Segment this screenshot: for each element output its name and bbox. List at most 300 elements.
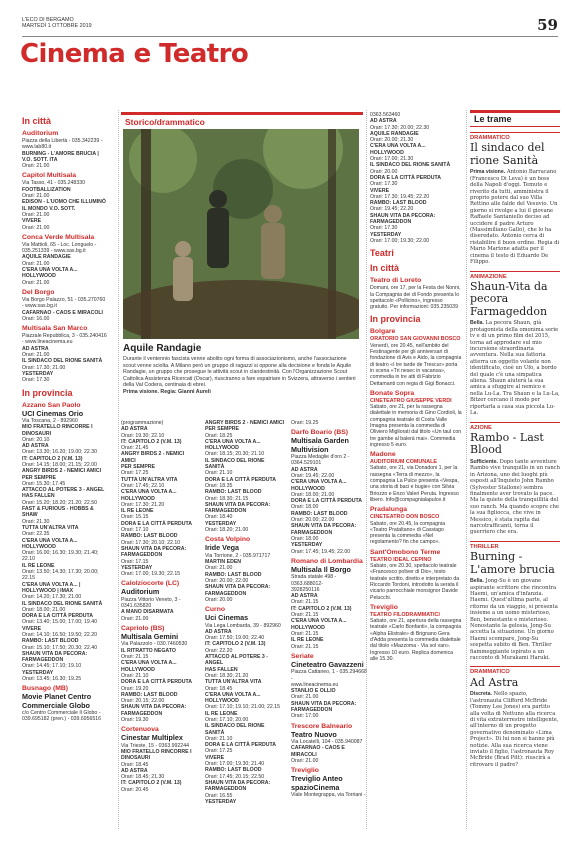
film-title: MIO FRATELLO RINCORRE I [22, 424, 93, 431]
showtimes: Orari: 14.10; 16.50; 19.50; 22.20 [22, 632, 97, 638]
plot-text: Bella. La pecora Shaun, già protagonista della omonima serie tv e di un primo film del 2015, torna ad approdare sul mio incursione straordinaria avventura. Nella sua fattoria atterra un oggetto volante non identificato, cioè un Ufo, a bordo del quale c'è una simpatica aliena. Shaun aiuterà la sua amica a sfuggire al nemico e nella Lu-La. Tra Shaun e la Lu-La, Bitzer cercano il modo per riportarla a casa sua piccola Lu-La. [470, 320, 560, 417]
film-title: TUTTA UN'ALTRA VITA [121, 476, 178, 483]
film-title: MARTIN EDEN [205, 559, 242, 566]
film-title: DORA E LA CITTÀ PERDUTA [291, 498, 362, 505]
film-title: DORA E LA CITTÀ PERDUTA [22, 613, 93, 620]
venue-address: Piazza Medaglie d'oro 2 - [291, 454, 350, 461]
showtimes: Orari: 13.50; 14.30; 17.30; 20.00; [22, 569, 99, 576]
showtimes: Orari: 17.30 [370, 181, 398, 188]
film-title: RAMBO: LAST BLOOD [291, 510, 348, 517]
column-cinema-city [22, 112, 116, 837]
venue-address: Via Trieste, 15 - 0363.992244 [121, 742, 189, 749]
showtimes: Orari: 20.10 [22, 436, 50, 443]
showtimes: Orari: 17.30; 21.00 [22, 364, 66, 371]
venue-address: 22.10 [22, 556, 35, 563]
film-title: HOLLYWOOD [22, 273, 56, 280]
plot-film-title: Il sindaco del rione Sanità [470, 141, 545, 167]
showtimes: Orari: 17.45; 22.10 [121, 482, 165, 489]
venue-name: Multisala Il Borgo [291, 564, 351, 574]
page-header [22, 17, 92, 30]
showtimes: Orari: 21.30 [22, 518, 50, 525]
town-name: Treviglio [291, 767, 319, 775]
venue-address: 039.695182 (pren.) - 039.6956516 [22, 716, 102, 723]
film-title: RAMBO: LAST BLOOD [205, 571, 262, 578]
venue-name: Multisala Garden Multivision [291, 436, 349, 454]
film-title: AD ASTRA [22, 443, 49, 450]
town-name: Azzano San Paolo [22, 401, 81, 409]
area-heading: In provincia [370, 314, 421, 325]
film-title: C'ERA UNA VOLTA A... [205, 691, 261, 698]
featured-film-title: Aquile Randagie [123, 343, 202, 354]
theatre-venue: CINETEATRO GIUSEPPE VERDI [370, 397, 452, 404]
film-title: ATTACCO AL POTERE 3 - ANGEL [22, 487, 105, 494]
plot-genre: ANIMAZIONE [470, 271, 560, 280]
film-title: YESTERDAY [205, 798, 237, 805]
film-title: IT: CAPITOLO 2 (V.M. 13) [121, 438, 182, 445]
film-title: ANGRY BIRDS 2 - NEMICI AMICI [205, 420, 285, 426]
film-title: RAMBO: LAST BLOOD [121, 533, 178, 540]
showtimes: Orari: 16.00 [22, 315, 50, 322]
town-name: Sant'Omobono Terme [370, 548, 441, 556]
venue-address: 22.15 [22, 575, 35, 582]
film-title: AD ASTRA [22, 345, 49, 352]
film-title: HOLLYWOOD [121, 495, 155, 502]
film-title: YESTERDAY [291, 542, 323, 549]
section-city-heading: In città [22, 116, 52, 126]
section-province-heading: In provincia [22, 387, 73, 398]
film-title: DORA E LA CITTÀ PERDUTA [121, 679, 192, 686]
plot-genre: DRAMMATICO [470, 132, 560, 141]
film-title: FARMAGEDDON [22, 657, 64, 664]
film-title: HOLLYWOOD [370, 149, 404, 156]
showtimes: Orari: 17.10; 19.10; 21.00; 22.15 [205, 704, 280, 711]
event-description: Sabato, ore 21, via Donadoni 1, per la rassegna «Terra di mezzo», la compagnia La Pulce presenta «Vespa, una storia di baci e bugie» con Silvia Briozzo e Enzo Valeri Peruta. Ingresso libero. Info@compagnialapulce.it [370, 465, 459, 503]
film-title: EDISON - L'UOMO CHE ILLUMINÒ [22, 199, 106, 206]
film-title: RAMBO: LAST BLOOD [370, 200, 427, 207]
venue-address: Via Torrione, 2 - 035.971717 [205, 552, 271, 559]
film-title: SHAW [22, 512, 38, 519]
showtimes: Orari: 20.00 [370, 168, 398, 175]
venue-address: Via Toscana, 2 - 892960 [22, 417, 78, 424]
showtimes: Orari: 17.30 [22, 377, 50, 384]
film-title: IT: CAPITOLO 2 (V.M. 13) [291, 605, 352, 612]
film-title: AD ASTRA [291, 593, 318, 600]
film-title: AD ASTRA [121, 426, 148, 433]
film-title: IL RE LEONE [291, 637, 324, 644]
venue-name: Multisala San Marco [22, 325, 88, 333]
showtimes: Orari: 17.30; 20.00; 22.30 [370, 124, 430, 131]
film-title: C'ERA UNA VOLTA A... [205, 438, 261, 445]
featured-genre: Storico/drammatico [125, 117, 205, 127]
venue-address: - www.sas.bg.it [22, 303, 57, 310]
showtimes: Orari: 17.45; 20.15; 22.50 [205, 773, 265, 780]
film-title: DORA E LA CITTÀ PERDUTA [121, 520, 192, 527]
header-rule [22, 36, 558, 37]
town-name: Calolziocorte (LC) [121, 580, 180, 588]
venue-address: c/o Centro Commerciale Il Globo - [22, 710, 101, 717]
area-heading: In città [370, 263, 400, 274]
column-divider [118, 110, 119, 829]
film-title: HAS FALLEN [205, 666, 238, 673]
venue-address: Via Lega Lombarda, 39 - 892960 [205, 622, 281, 629]
plot-text: Prima visione. Antonio Barracano (Francesco Di Leva) è un boss della Napoli d'oggi. Temuto e riverito da tutti, amministra il proprio potere dal suo Villa Rettino alle falde del Vesuvio. Un giorno si rivolge a lui il giovane Raffaele Santaniello deciso ad uccidere il padre Arturo (Massimiliano Gallo), che lo ha diseredato. Antonio cerca di ristabilire il buon ordine. Regia di Mario Martone adatta per il cinema il testo di Eduardo De Filippo. [470, 169, 560, 266]
venue-name: UCI Cinemas Orio [22, 408, 84, 418]
page-number: 59 [537, 16, 558, 34]
venue-address: Piazza Cattaneo, 1 - 035.294668 - [291, 669, 367, 682]
film-title: SHAUN VITA DA PECORA: [291, 523, 357, 530]
film-title: DORA E LA CITTÀ PERDUTA [370, 174, 441, 181]
plot-rating: Sufficiente. [470, 458, 498, 465]
film-title: C'ERA UNA VOLTA A... [370, 143, 426, 150]
film-title: DORA E LA CITTÀ PERDUTA [205, 742, 276, 749]
showtimes: Orari: 17.00; 21.30 [370, 156, 414, 163]
venue-name: Conca Verde Multisala [22, 233, 95, 241]
film-title: IT: CAPITOLO 2 (V.M. 13) [22, 455, 83, 462]
featured-film-box [121, 112, 363, 412]
showtimes: Orari: 21.15 [121, 654, 149, 661]
film-title: SHAUN VITA DA PECORA: [291, 700, 357, 707]
showtimes: Orari: 21.00 [22, 352, 50, 359]
film-title: C'ERA UNA VOLTA A... [22, 267, 78, 274]
film-title: CAFARNAO - CAOS E MIRACOLI [22, 309, 103, 316]
venue-address: Piazza Vittorio Veneto, 3 - [121, 596, 181, 603]
featured-film-description [123, 356, 359, 396]
town-name: Darfo Boario (BS) [291, 429, 349, 437]
showtimes: Orari: 17.30 [370, 225, 398, 232]
venue-address: - www.lineacinema.eu [22, 339, 73, 346]
film-title: IT: CAPITOLO 2 (V.M. 13) [121, 780, 182, 787]
showtimes: Orari: 20.15; 22.00 [121, 698, 165, 705]
showtimes: Orari: 20.45 [121, 786, 149, 793]
venue-name: Del Borgo [22, 288, 55, 296]
showtimes: Orari: 17.30; 21.20 [121, 501, 165, 508]
town-name: Madone [370, 451, 396, 459]
venue-address: Via Tasso, 41 - 035.248330 [22, 180, 85, 187]
theatre-venue: TEATRO FILODRAMMATICI [370, 611, 440, 618]
plot-film-title: Rambo - Last Blood [470, 430, 544, 457]
film-title: C'ERA UNA VOLTA A... [22, 537, 78, 544]
plot-genre: AZIONE [470, 422, 560, 431]
film-title: HAS FALLEN [22, 493, 55, 500]
film-title: HOLLYWOOD [205, 445, 239, 452]
showtimes: Orari: 20.00 [205, 596, 233, 603]
film-title: TUTTA UN'ALTRA VITA [205, 679, 262, 686]
film-title: FARMAGEDDON [121, 552, 163, 559]
film-title: C'ERA UNA VOLTA A... | [22, 581, 81, 588]
film-title: SHAUN VITA DA PECORA: [121, 704, 187, 711]
showtimes: Orari: 20.00; 22.00 [291, 517, 335, 524]
film-title: SHAUN VITA DA PECORA: [22, 650, 88, 657]
issue-date: MARTEDÌ 1 OTTOBRE 2019 [22, 23, 92, 30]
showtimes: Orari: 21.45 [121, 445, 149, 452]
showtimes: Orari: 16.55 [205, 792, 233, 799]
film-title: STANLIO E OLLIO [291, 688, 336, 695]
showtimes: Orari: 17.00; 19.30; 21.40 [205, 761, 265, 768]
film-title: FARMAGEDDON [121, 710, 163, 717]
film-title: HOLLYWOOD [291, 624, 325, 631]
venue-address: Via Mattioli, 65 - Loc. Longuelo - [22, 241, 97, 248]
showtimes: Orari: 18.30; 21.20 [205, 672, 249, 679]
film-title: FARMAGEDDON [291, 529, 333, 536]
showtimes: Orari: 21.00 [22, 260, 50, 267]
featured-film-synopsis: Durante il ventennio fascista venne abolito ogni forma di associazionismo, anche l'associazione scout venne sciolta. A Milano però un gruppo di ragazzi si oppone alla decisione e fonda le Aquile Randagie, un gruppo che prosegue le attività scout in clandestinità. Con l'Organizzazione Scout Cattolica Assistenza Ricercati (Oscar), riusciranno a fare espatriare in Svizzera, attraverso i sentieri della Val Codera, centinaia di ebrei. [123, 356, 356, 389]
film-title: ANGRY BIRDS 2 - NEMICI AMICI [22, 468, 102, 475]
plot-genre: THRILLER [470, 541, 560, 550]
showtimes: Orari: 18.00; 21.00 [22, 606, 66, 613]
showtimes: Orari: 14.20; 17.30; 21.00 [22, 594, 82, 601]
showtimes: Orari: 21.00 [121, 615, 149, 622]
film-title: HOLLYWOOD | IMAX [22, 587, 74, 594]
town-name: Trescore Balneario [291, 722, 353, 730]
showtimes: Orari: 18.45; 21.30 [121, 774, 165, 781]
film-title: IL RE LEONE [205, 710, 238, 717]
showtimes: Orari: 13.40; 15.00; 17.00; 19.40 [22, 619, 97, 626]
showtimes: Orari: 17.10 [121, 527, 149, 534]
town-name: Romano di Lombardia [291, 557, 363, 565]
film-title: VIVERE [22, 625, 42, 632]
theatre-venue: CINETEATRO DON BOSCO [370, 514, 440, 521]
venue-address: Piazza della Libertà - 035.342239 - [22, 138, 103, 144]
column-theatre [370, 112, 462, 837]
town-name: Seriate [291, 652, 314, 660]
film-title: FARMAGEDDON [291, 707, 333, 714]
film-title: DORA E LA CITTÀ PERDUTA [205, 476, 276, 483]
theatre-venue: TEATRO IDEAL CEPINO [370, 556, 432, 563]
film-title: IL SINDACO DEL RIONE SANITÀ [370, 162, 451, 169]
film-title: PER SEMPRE [121, 464, 156, 471]
film-title: HOLLYWOOD [291, 485, 325, 492]
plot-rating: Bella. [470, 578, 484, 585]
theatre-heading: Teatri [370, 248, 394, 259]
showtimes: Orari: 21.10 [205, 470, 233, 477]
showtimes: Orari: 17.00; 19.30; 22.15 [121, 571, 181, 578]
film-title: IL SINDACO DEL RIONE SANITÀ [205, 723, 265, 736]
film-title: A MANO DISARMATA [121, 609, 174, 616]
showtimes: Orari: 19.30; 22.10 [121, 432, 165, 439]
showtimes: Orari: 21.00 [22, 211, 50, 218]
showtimes: Orari: 18.00 [291, 504, 319, 511]
venue-name: Auditorium [22, 130, 59, 137]
theatre-venue: AUDITORIUM COMUNALE [370, 459, 437, 466]
film-title: PER SEMPRE [205, 426, 240, 433]
showtimes: Orari: 16.00; 16.30; 19.30; 21.40; [22, 550, 99, 557]
showtimes: Orari: 21.00 [22, 163, 50, 170]
film-title: IL RE LEONE [22, 562, 55, 569]
film-title: C'ERA UNA VOLTA A... [121, 660, 177, 667]
showtimes: Orari: 21.00 [22, 279, 50, 286]
town-name: Bonate Sopra [370, 389, 415, 397]
showtimes: Orari: 20.00; 22.00 [205, 577, 249, 584]
section-title: Cinema e Teatro [20, 39, 249, 69]
showtimes: Orari: 15.15 [121, 514, 149, 521]
venue-name: Cinestar Multiplex [121, 733, 183, 743]
showtimes: Orari: 17.10; 20.00 [205, 716, 249, 723]
film-title: YESTERDAY [370, 231, 402, 238]
event-description: Sabato, ore 21, apertura della rassegna teatrale «Carlo Bonfanti», la compagnia «Alpha Elistrale» di Brignano Gera d'Adda presenta la commedia dialettale dal titolo «Mazzoma - Via sol van». Ingresso 10 euro. Replica domenica alle 15.30. [370, 618, 462, 662]
showtimes: Orari: 21.00 [22, 224, 50, 231]
film-title: RAMBO: LAST BLOOD [22, 638, 79, 645]
showtimes: Orari: 18.35 [205, 482, 233, 489]
plot-film-title: Ad Astra [470, 675, 519, 689]
showtimes: Orari: 17.45; 19.45; 22.00 [291, 548, 351, 555]
venue-name: Multisala Gemini [121, 632, 179, 642]
showtimes: Orari: 18.45 [121, 761, 149, 768]
showtimes: Orari: 14.15; 18.00; 21.15; 22.00 [22, 461, 97, 468]
film-title: IL MONDO V.O. SOTT. [22, 205, 76, 212]
venue-address: Viale Montegrappa, via Torriani - [291, 792, 366, 799]
column-divider [466, 110, 467, 829]
venue-address: Via Borgo Palazzo, 51 - 035.270760 [22, 296, 106, 303]
venue-address: 0364.529101 [291, 460, 322, 467]
showtimes: Orari: 21.00 [291, 694, 319, 701]
showtimes: Orari: 18.30; 21.15 [205, 495, 249, 502]
plot-text: Sufficiente. Dopo tante avventure Rambo vive tranquillo in un ranch in Arizona, uno dei luoghi più esposti all'Inquieto John Rambo (Sylvester Stallone) sembra finalmente aver trovato la pace. Ma la quiete della tranquillità del suo ranch. Ma quando scopre che la sua figliocca, che vive in Messico, è stata rapita dai narcotrafficanti, torna il guerriero che era. [470, 458, 560, 536]
column-cinema-3 [205, 420, 285, 837]
film-title: MIO FRATELLO RINCORRE I [121, 748, 192, 755]
column-plots [470, 110, 560, 830]
film-title: FAST & FURIOUS - HOBBS & [22, 506, 94, 513]
film-title: DINOSAURI [22, 430, 52, 437]
film-title: V.O. SOTT. ITA [22, 156, 58, 163]
film-title: HOLLYWOOD [121, 666, 155, 673]
showtimes: Orari: 21.10 [205, 735, 233, 742]
newspaper-name: L'ECO DI BERGAMO [22, 17, 74, 23]
film-title: FOOTBALLIZATION [22, 186, 71, 193]
showtimes: Orari: 17.15 [121, 558, 149, 565]
column-divider [366, 110, 367, 829]
theatre-venue: ORATORIO SAN GIOVANNI BOSCO [370, 336, 461, 343]
showtimes: Orari: 15.10; 17.50; 20.30; 22.40 [22, 644, 97, 651]
showtimes: Orari: 18.15; 20.30; 21.10 [205, 451, 265, 458]
film-title: AD ASTRA [370, 118, 397, 125]
showtimes: Orari: 18.00; 21.00 [291, 491, 335, 498]
plot-genre: DRAMMATICO [470, 666, 560, 675]
showtimes: Orari: 17.00 [291, 713, 319, 720]
column-cinema-2 [121, 420, 199, 837]
film-title: SHAUN VITA DA PECORA: [121, 545, 187, 552]
showtimes: Orari: 21.15 [291, 643, 319, 650]
featured-film-credit: Prima visione. Regia: Gianni Aureli [123, 388, 211, 395]
showtimes: Orari: 19.30 [121, 716, 149, 723]
film-title: C'ERA UNA VOLTA A... [291, 479, 347, 486]
showtimes: Orari: 19.25 [291, 420, 319, 426]
venue-address: Via Locatelli, 104 - 035.940087 [291, 739, 363, 746]
venue-address: 3928250116 [291, 586, 320, 593]
film-title: YESTERDAY [22, 370, 54, 377]
film-title: IL SINDACO DEL RIONE SANITÀ [205, 457, 265, 471]
showtimes: Orari: 17.25 [205, 748, 233, 755]
town-name: Pradalunga [370, 506, 408, 514]
event-description: Sabato, ore 20.45, la compagnia «Teatro Prataltano» di Cassiago presenta la commedia «Nel regolamento? fin che campo». [370, 520, 445, 546]
showtimes: Orari: 18.25 [205, 432, 233, 439]
plot-film-title: Shaun-Vita da pecora Farmageddon [470, 279, 548, 318]
film-title: HOLLYWOOD [22, 543, 56, 550]
showtimes: Orari: 21.00 [291, 757, 319, 764]
film-title: VIVERE [205, 754, 225, 761]
theatre-venue: Teatro di Loreto [370, 277, 422, 285]
film-title: AD ASTRA [291, 466, 318, 473]
film-title: FARMAGEDDON [205, 786, 247, 793]
film-title: YESTERDAY [22, 669, 54, 676]
film-title: YESTERDAY [121, 564, 153, 571]
town-name: Curno [205, 606, 226, 614]
venue-name: Auditorium [121, 587, 160, 597]
showtimes: Orari: 21.10 [121, 672, 149, 679]
film-title: SHAUN VITA DA PECORA: [205, 584, 271, 591]
film-title: RAMBO: LAST BLOOD [205, 489, 262, 496]
showtimes: Orari: 17.30; 19.45; 22.20 [370, 193, 430, 200]
film-title: SHAUN VITA DA PECORA: [205, 779, 271, 786]
town-name: Busnago (MB) [22, 685, 69, 693]
film-title: IL RITRATTO NEGATO [121, 647, 176, 654]
film-title: C'ERA UNA VOLTA A... [121, 489, 177, 496]
venue-address: 0363.563460 [370, 112, 401, 118]
showtimes: Orari: 19.20 [121, 685, 149, 692]
showtimes: Orari: 18.45 [205, 685, 233, 692]
showtimes: Orari: 18.40 [205, 514, 233, 521]
showtimes: Orari: 18.00 [291, 535, 319, 542]
venue-name: Iride Vega [205, 543, 239, 553]
venue-address: 0341.635820 [121, 603, 152, 610]
film-title: ATTACCO AL POTERE 3 - ANGEL [205, 654, 268, 667]
film-title: IL SINDACO DEL RIONE SANITÀ [22, 600, 103, 607]
film-title: VIVERE [22, 218, 42, 225]
film-title: RAMBO: LAST BLOOD [121, 691, 178, 698]
showtimes: Orari: 19.45; 22.20 [370, 206, 414, 213]
town-name: Bolgare [370, 328, 396, 336]
plot-rating: Bella. [470, 320, 484, 327]
venue-name: Treviglio Anteo spazioCinema [291, 774, 343, 792]
venue-name: Movie Planet Centro Commerciale Globo [22, 692, 92, 710]
film-title: ANGRY BIRDS 2 - NEMICI AMICI [121, 451, 185, 464]
film-title: AD ASTRA [121, 767, 148, 774]
film-title: CAFARNAO - CAOS E MIRACOLI [291, 745, 345, 758]
film-title: AD ASTRA [205, 628, 232, 635]
film-title: VIVERE [370, 187, 390, 194]
plot-text: Discreta. Nello spazio, l'astronauta Clifford McBride (Tommy Lee Jones) era partito alla volta di Nettuno alla ricerca di vita extraterrestre intelligente, all'interno di un progetto governativo denominato «Lima Project». Di lui non si hanno più notizie. Alla sua ricerca viene inviato il figlio, l'astronauta Roy McBride (Brad Pitt): riuscirà a ritrovare il padre? [470, 691, 559, 768]
film-title: PER SEMPRE [22, 474, 57, 481]
showtimes: Orari: 15.20; 18.20; 21.20; 22.50 [22, 499, 97, 506]
showtimes: Orari: 17.00; 19.30; 22.00 [370, 237, 430, 244]
film-title: BURNING - L'AMORE BRUCIA | [22, 150, 99, 157]
event-description: Sabato, ore 20.30, spettacolo teatrale «Francesco poliver di Dio», testo teatrale scritto, diretto e interpretato da Riccardo Tordoni, introdotto la serata il vicario parrocchiale monsignor Davide Pelucchi. [370, 563, 460, 601]
showtimes: Orari: 13.45; 16.30; 19.25 [22, 676, 82, 683]
showtimes: Orari: 22.35 [22, 531, 50, 538]
showtimes: Orari: 15.30; 17.45 [22, 480, 66, 487]
showtimes: Orari: 21.00 [205, 565, 233, 572]
film-title: IL RE LEONE [121, 508, 154, 515]
film-title: IL SINDACO DEL RIONE SANITÀ [22, 358, 103, 365]
venue-address: Via Palazzolo - 030.7460530 [121, 641, 188, 648]
film-title: C'ERA UNA VOLTA A... [291, 618, 347, 625]
film-title: FARMAGEDDON [370, 219, 412, 226]
film-still-photo [123, 129, 359, 339]
venue-address: Strada statale 498 - 0363.688012- [291, 574, 337, 587]
town-name: Treviglio [370, 603, 398, 611]
venue-address: www.lineacinema.eu [291, 681, 339, 688]
plot-rating: Prima visione. [470, 169, 506, 176]
town-name: Capriolo (BS) [121, 625, 165, 633]
venue-address: (programmazione) [121, 420, 164, 426]
event-description: Venerdì, ore 20.45, nell'ambito del Festinagente per gli anniversari di fondazione di Avis e Aido, la compagnia di teatro «I tre tarde de Trescur» porta in scena «Tri nesec in vacansa», commedia in tre atti di Fabrizio Dettamanti con regia di Gigi Bonacci. [370, 342, 462, 387]
showtimes: Orari: 21.15 [291, 599, 319, 606]
showtimes: Orari: 21.00 [22, 193, 50, 200]
showtimes: Orari: 13.30; 16.20; 19.00; 22.30 [22, 449, 97, 456]
town-name: Cortenuova [121, 726, 159, 734]
event-description: Domani, ore 17, per la Festa dei Nonni, la Compagnia dei di Fondo presenta lo spettacolo «Pollicino», ingresso gratuito. Per informazioni: 035.235039 [370, 285, 461, 311]
film-title: IT: CAPITOLO 2 (V.M. 13) [205, 641, 266, 648]
showtimes: Orari: 20.00; 21.30 [370, 137, 414, 144]
